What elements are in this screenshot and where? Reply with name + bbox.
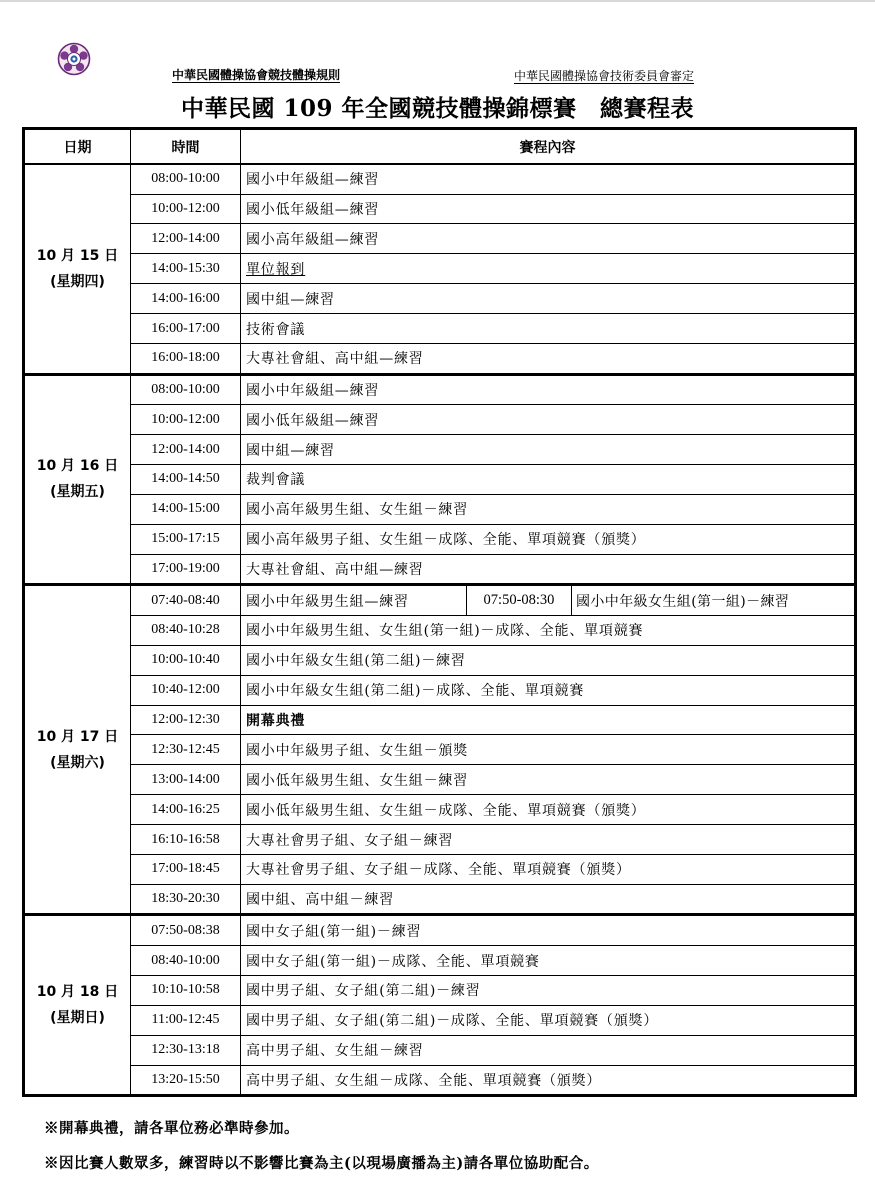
note-practice-priority: ※因比賽人數眾多，練習時以不影響比賽為主(以現場廣播為主)請各單位協助配合。 [44,1155,599,1172]
time-cell: 13:00-14:00 [131,765,241,795]
time-cell: 16:00-18:00 [131,344,241,375]
event-cell: 國小高年級男生組、女生組－練習 [241,494,856,524]
split-event [241,586,854,615]
table-row [24,1005,856,1035]
weekday-label: (星期六) [50,754,105,771]
table-row [24,435,856,465]
date-cell [24,374,131,585]
event-label: 國小中年級男生組—練習 [241,586,467,615]
date-cell [24,164,131,374]
table-row [24,645,856,675]
time-cell: 16:00-17:00 [131,314,241,344]
approval-label: 中華民國體操協會技術委員會審定 [514,69,695,83]
date-label: 10 月 17 日 [36,728,119,745]
event-cell: 國中男子組、女子組(第二組)－練習 [241,975,856,1005]
event-cell: 國小高年級組—練習 [241,224,856,254]
table-row [24,1035,856,1065]
time-cell: 12:30-13:18 [131,1035,241,1065]
event-cell: 國小低年級組—練習 [241,405,856,435]
date-label: 10 月 18 日 [36,984,119,1001]
event-cell: 國小低年級男生組、女生組－成隊、全能、單項競賽（頒獎） [241,795,856,825]
date-label: 10 月 15 日 [36,247,119,264]
time-cell: 08:40-10:00 [131,946,241,976]
time-cell: 10:40-12:00 [131,675,241,705]
secondary-event-label: 國小中年級女生組(第一組)－練習 [576,593,790,610]
event-cell: 開幕典禮 [241,705,856,735]
time-cell: 10:10-10:58 [131,975,241,1005]
event-cell: 大專社會男子組、女子組－成隊、全能、單項競賽（頒獎） [241,855,856,885]
table-row [24,735,856,765]
event-cell: 單位報到 [241,254,856,284]
event-cell: 國中組—練習 [241,435,856,465]
time-cell: 18:30-20:30 [131,884,241,915]
weekday-label: (星期五) [50,484,105,501]
event-cell: 國中女子組(第一組)－成隊、全能、單項競賽 [241,946,856,976]
time-cell: 14:00-16:25 [131,795,241,825]
date-cell [24,585,131,915]
table-row [24,374,856,405]
table-row [24,705,856,735]
event-cell: 國小中年級男生組、女生組(第一組)－成隊、全能、單項競賽 [241,615,856,645]
time-column-header: 時間 [131,129,241,165]
note-opening-ceremony: ※開幕典禮，請各單位務必準時參加。 [44,1120,299,1137]
page-title: 中華民國 109 年全國競技體操錦標賽 總賽程表 [180,95,695,122]
event-cell: 高中男子組、女生組－練習 [241,1035,856,1065]
event-cell: 國小中年級組—練習 [241,164,856,194]
time-cell: 14:00-14:50 [131,465,241,495]
table-row [24,494,856,524]
time-cell: 14:00-15:30 [131,254,241,284]
table-row [24,855,856,885]
table-row [24,314,856,344]
weekday-label: (星期四) [50,273,105,290]
top-border [0,0,875,2]
table-row [24,554,856,585]
table-row [24,194,856,224]
time-cell: 08:00-10:00 [131,374,241,405]
event-cell: 國小中年級男子組、女生組－頒獎 [241,735,856,765]
table-row [24,254,856,284]
table-row [24,585,856,616]
event-cell: 國中男子組、女子組(第二組)－成隊、全能、單項競賽（頒獎） [241,1005,856,1035]
time-cell: 10:00-12:00 [131,194,241,224]
time-cell: 17:00-18:45 [131,855,241,885]
date-cell [24,915,131,1096]
secondary-time-label: 07:50-08:30 [467,586,572,615]
table-row [24,765,856,795]
time-cell: 12:00-14:00 [131,224,241,254]
time-cell: 07:40-08:40 [131,585,241,616]
event-cell: 大專社會男子組、女子組－練習 [241,825,856,855]
table-row [24,975,856,1005]
event-cell: 國小中年級女生組(第二組)－練習 [241,645,856,675]
time-cell: 11:00-12:45 [131,1005,241,1035]
table-row [24,615,856,645]
time-cell: 12:00-14:00 [131,435,241,465]
time-cell: 14:00-16:00 [131,284,241,314]
event-cell: 國小低年級組—練習 [241,194,856,224]
table-row [24,284,856,314]
event-cell: 技術會議 [241,314,856,344]
table-row [24,915,856,946]
table-header-row [24,129,856,165]
table-row [24,465,856,495]
content-column-header: 賽程內容 [241,129,856,165]
event-cell: 大專社會組、高中組—練習 [241,344,856,375]
schedule-table [22,127,857,1097]
event-cell: 大專社會組、高中組—練習 [241,554,856,585]
event-cell: 國小低年級男生組、女生組－練習 [241,765,856,795]
event-cell: 高中男子組、女生組－成隊、全能、單項競賽（頒獎） [241,1065,856,1096]
time-cell: 16:10-16:58 [131,825,241,855]
time-cell: 15:00-17:15 [131,524,241,554]
weekday-label: (星期日) [50,1010,105,1027]
schedule-body [24,164,856,1096]
table-row [24,344,856,375]
table-row [24,675,856,705]
event-cell: 國小中年級組—練習 [241,374,856,405]
time-cell: 14:00-15:00 [131,494,241,524]
event-cell: 國中女子組(第一組)－練習 [241,915,856,946]
time-cell: 07:50-08:38 [131,915,241,946]
time-cell: 13:20-15:50 [131,1065,241,1096]
time-cell: 10:00-10:40 [131,645,241,675]
event-cell: 國中組—練習 [241,284,856,314]
table-row [24,946,856,976]
date-label: 10 月 16 日 [36,458,119,475]
table-row [24,884,856,915]
table-row [24,795,856,825]
rulebook-label: 中華民國體操協會競技體操規則 [172,68,341,82]
table-row [24,164,856,194]
event-cell: 國小中年級女生組(第二組)－成隊、全能、單項競賽 [241,675,856,705]
time-cell: 12:30-12:45 [131,735,241,765]
event-cell: 國小高年級男子組、女生組－成隊、全能、單項競賽（頒獎） [241,524,856,554]
event-cell: 裁判會議 [241,465,856,495]
association-emblem-icon [57,42,91,76]
event-cell: 國中組、高中組－練習 [241,884,856,915]
time-cell: 17:00-19:00 [131,554,241,585]
event-cell [241,585,856,616]
time-cell: 08:40-10:28 [131,615,241,645]
time-cell: 10:00-12:00 [131,405,241,435]
table-row [24,405,856,435]
date-column-header: 日期 [24,129,131,165]
time-cell: 08:00-10:00 [131,164,241,194]
table-row [24,825,856,855]
table-row [24,524,856,554]
time-cell: 12:00-12:30 [131,705,241,735]
table-row [24,1065,856,1096]
table-row [24,224,856,254]
